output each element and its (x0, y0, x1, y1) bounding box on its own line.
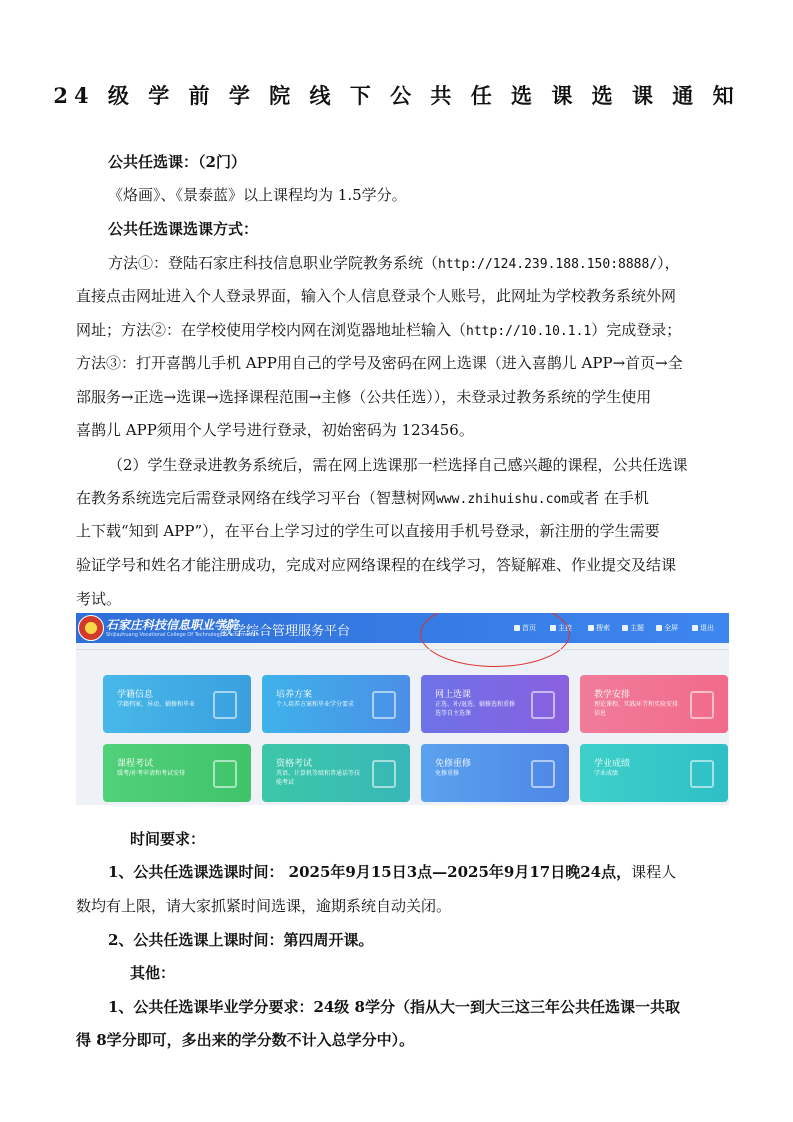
module-card-icon (372, 691, 396, 719)
module-card-icon (531, 691, 555, 719)
courses-line: 《烙画》、《景泰蓝》以上课程均为 1.5学分。 (108, 186, 407, 204)
module-card (580, 744, 728, 802)
class-start-line: 2、公共任选课上课时间：第四周开课。 (108, 931, 374, 949)
school-name-en: Shijiazhuang Vocational College Of Technology & Information (106, 632, 259, 638)
credit-line-1: 1、公共任选课毕业学分要求：24级 8学分（指从大一到大三这三年公共任选课一共取 (108, 998, 680, 1016)
module-card-icon (213, 691, 237, 719)
module-card-icon (531, 760, 555, 788)
theme-icon (622, 625, 628, 631)
module-card-desc: 英语、计算机等级和普通话等技能考试 (276, 770, 361, 786)
module-card-title: 学业成绩 (594, 759, 631, 769)
document-title: 24 级 学 前 学 院 线 下 公 共 任 选 课 选 课 通 知 (53, 83, 740, 108)
p1-line: 喜鹊儿 APP须用个人学号进行登录，初始密码为 123456。 (76, 421, 474, 439)
time-line-2: 数均有上限，请大家抓紧时间选课，逾期系统自动关闭。 (76, 897, 452, 915)
module-card-title: 培养方案 (276, 690, 313, 700)
module-card-icon (690, 760, 714, 788)
module-card-desc: 理论课程、实践环节和实验安排信息 (594, 701, 679, 717)
module-card-title: 网上选课 (435, 690, 472, 700)
p2-line: 上下载“知到 APP”），在平台上学习过的学生可以直接用手机号登录，新注册的学生需要 (76, 522, 660, 540)
nav-theme: 主题 (622, 623, 644, 633)
logout-icon (692, 625, 698, 631)
section-heading-time: 时间要求： (130, 830, 206, 848)
module-card-icon (213, 760, 237, 788)
module-card-icon (372, 760, 396, 788)
school-name: 石家庄科技信息职业学院 (106, 618, 239, 632)
p2-line: 考试。 (76, 590, 122, 608)
screenshot-header (76, 613, 729, 643)
screenshot-divider (76, 649, 729, 650)
module-card-title: 教学安排 (594, 690, 631, 700)
module-card-desc: 学籍档案、异动、辅修和毕业 (117, 701, 196, 708)
module-card-desc: 正选、补/退选、辅修选和重修选等自主选课 (435, 701, 516, 717)
module-card-desc: 缓考/补考申请和考试安排 (117, 770, 186, 777)
nav-control: 主控 (550, 623, 572, 633)
module-card (262, 675, 410, 733)
section-heading-courses: 公共任选课：（2门） (108, 153, 246, 171)
time-line-1: 1、公共任选课选课时间： 2025年9月15日3点—2025年9月17日晚24点，课程人 (108, 863, 677, 881)
module-card-desc: 免修重修 (435, 770, 460, 777)
red-highlight-circle (420, 613, 570, 667)
module-card-desc: 个人培养方案和毕业学分要求 (276, 701, 355, 708)
module-card (580, 675, 728, 733)
p2-line: 在教务系统选完后需登录网络在线学习平台（智慧树网www.zhihuishu.com或者 在手机 (76, 489, 649, 507)
module-card (103, 675, 251, 733)
school-logo-icon (78, 615, 104, 641)
system-screenshot (76, 613, 729, 805)
p1-line: 直接点击网址进入个人登录界面，输入个人信息登录个人账号，此网址为学校教务系统外网 (76, 287, 677, 305)
module-card-title: 学籍信息 (117, 690, 154, 700)
platform-title: 教学综合管理服务平台 (220, 624, 351, 639)
p2-line: 验证学号和姓名才能注册成功，完成对应网络课程的在线学习，答疑解难、作业提交及结课 (76, 556, 677, 574)
p1-line: 方法③：打开喜鹊儿手机 APP用自己的学号及密码在网上选课（进入喜鹊儿 APP→首页→全 (76, 354, 683, 372)
section-heading-other: 其他： (130, 964, 176, 982)
module-card (421, 744, 569, 802)
module-card (262, 744, 410, 802)
module-card-title: 免修重修 (435, 759, 472, 769)
module-card-icon (690, 691, 714, 719)
p1-line: 网址；方法②：在学校使用学校内网在浏览器地址栏输入（http://10.10.1.1）完成登录； (76, 321, 682, 339)
fullscreen-icon (656, 625, 662, 631)
p2-line: （2）学生登录进教务系统后，需在网上选课那一栏选择自己感兴趣的课程，公共任选课 (108, 456, 688, 474)
nav-home: 首页 (514, 623, 536, 633)
nav-fullscreen: 全屏 (656, 623, 678, 633)
credit-line-2: 得 8学分即可，多出来的学分数不计入总学分中）。 (76, 1031, 415, 1049)
p1-line: 部服务→正选→选课→选择课程范围→主修（公共任选）），未登录过教务系统的学生使用 (76, 388, 652, 406)
module-card-desc: 学业成绩 (594, 770, 619, 777)
p1-line: 方法①：登陆石家庄科技信息职业学院教务系统（http://124.239.188.150:8888/）， (108, 254, 680, 272)
search-icon (588, 625, 594, 631)
module-card-title: 课程考试 (117, 759, 154, 769)
nav-search: 搜索 (588, 623, 610, 633)
module-card-title: 资格考试 (276, 759, 313, 769)
module-card (103, 744, 251, 802)
module-card (421, 675, 569, 733)
nav-logout: 退出 (692, 623, 714, 633)
section-heading-method: 公共任选课选课方式： (108, 220, 259, 238)
